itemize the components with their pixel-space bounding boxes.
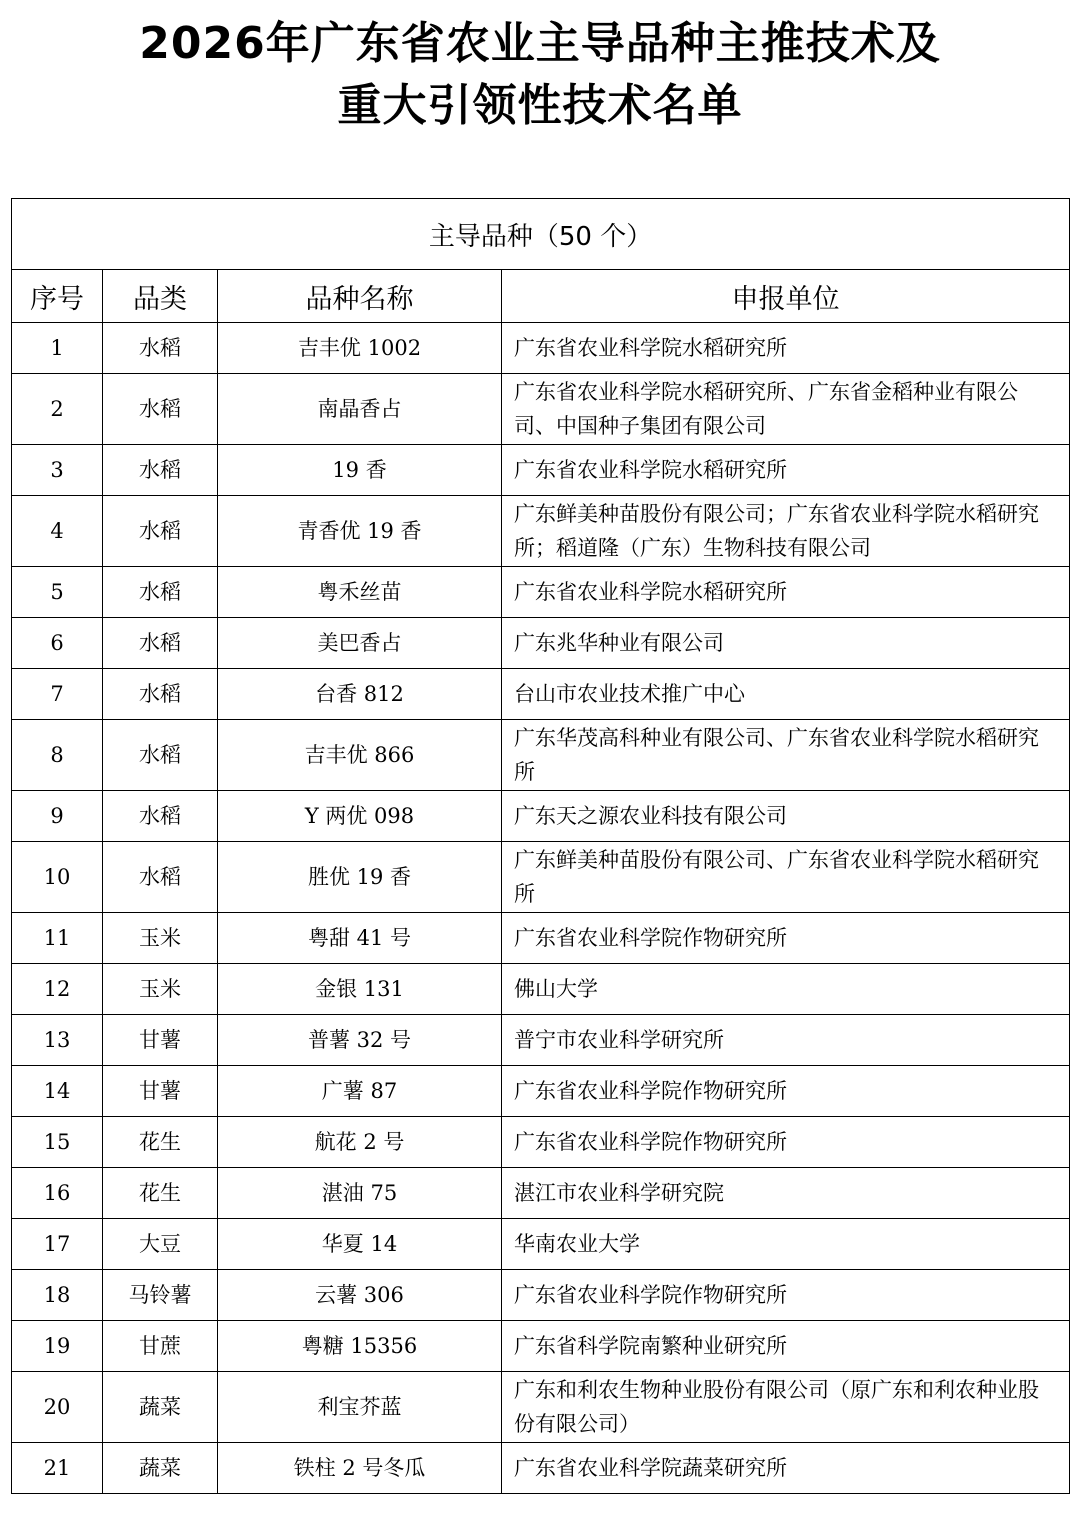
row-variety-name: 南晶香占 <box>218 374 502 445</box>
row-number: 3 <box>12 445 103 496</box>
row-category: 花生 <box>103 1117 218 1168</box>
table-row <box>12 323 1070 374</box>
table-row <box>12 374 1070 445</box>
table-row <box>12 567 1070 618</box>
table-row <box>12 720 1070 791</box>
header-category: 品类 <box>103 270 218 323</box>
row-category: 蔬菜 <box>103 1372 218 1443</box>
row-category: 水稻 <box>103 669 218 720</box>
header-variety: 品种名称 <box>218 270 502 323</box>
row-unit: 广东天之源农业科技有限公司 <box>502 791 1070 842</box>
row-number: 16 <box>12 1168 103 1219</box>
row-number: 15 <box>12 1117 103 1168</box>
row-variety-name: 吉丰优 866 <box>218 720 502 791</box>
row-unit: 广东省农业科学院水稻研究所 <box>502 567 1070 618</box>
table-row <box>12 1219 1070 1270</box>
row-variety-name: 铁柱 2 号冬瓜 <box>218 1443 502 1494</box>
row-variety-name: 粤糖 15356 <box>218 1321 502 1372</box>
row-unit: 华南农业大学 <box>502 1219 1070 1270</box>
row-unit: 广东兆华种业有限公司 <box>502 618 1070 669</box>
row-category: 水稻 <box>103 567 218 618</box>
row-category: 水稻 <box>103 323 218 374</box>
row-number: 10 <box>12 842 103 913</box>
row-number: 7 <box>12 669 103 720</box>
row-unit: 广东省农业科学院作物研究所 <box>502 913 1070 964</box>
row-variety-name: 广薯 87 <box>218 1066 502 1117</box>
row-variety-name: 利宝芥蓝 <box>218 1372 502 1443</box>
row-number: 4 <box>12 496 103 567</box>
table-row <box>12 1372 1070 1443</box>
row-category: 水稻 <box>103 618 218 669</box>
row-variety-name: 湛油 75 <box>218 1168 502 1219</box>
table-row <box>12 791 1070 842</box>
row-number: 17 <box>12 1219 103 1270</box>
row-category: 水稻 <box>103 374 218 445</box>
row-variety-name: 粤甜 41 号 <box>218 913 502 964</box>
table-row <box>12 445 1070 496</box>
table-row <box>12 496 1070 567</box>
table-row <box>12 1168 1070 1219</box>
row-variety-name: 胜优 19 香 <box>218 842 502 913</box>
row-unit: 广东省农业科学院作物研究所 <box>502 1066 1070 1117</box>
row-unit: 佛山大学 <box>502 964 1070 1015</box>
row-unit: 广东省农业科学院蔬菜研究所 <box>502 1443 1070 1494</box>
row-variety-name: 金银 131 <box>218 964 502 1015</box>
section-title: 主导品种（50 个） <box>12 199 1070 270</box>
row-number: 5 <box>12 567 103 618</box>
row-variety-name: 美巴香占 <box>218 618 502 669</box>
row-category: 大豆 <box>103 1219 218 1270</box>
header-no: 序号 <box>12 270 103 323</box>
table-section-row <box>12 199 1070 270</box>
table-row <box>12 618 1070 669</box>
row-category: 甘蔗 <box>103 1321 218 1372</box>
table-row <box>12 669 1070 720</box>
row-category: 甘薯 <box>103 1015 218 1066</box>
row-category: 玉米 <box>103 913 218 964</box>
row-number: 1 <box>12 323 103 374</box>
row-unit: 广东鲜美种苗股份有限公司、广东省农业科学院水稻研究 所 <box>502 842 1070 913</box>
document-title-line-2: 重大引领性技术名单 <box>337 80 743 131</box>
row-unit: 台山市农业技术推广中心 <box>502 669 1070 720</box>
row-variety-name: 吉丰优 1002 <box>218 323 502 374</box>
row-variety-name: 普薯 32 号 <box>218 1015 502 1066</box>
table-row <box>12 1270 1070 1321</box>
row-variety-name: 粤禾丝苗 <box>218 567 502 618</box>
row-number: 21 <box>12 1443 103 1494</box>
row-unit: 广东华茂高科种业有限公司、广东省农业科学院水稻研究所 <box>502 720 1070 791</box>
row-category: 水稻 <box>103 842 218 913</box>
row-variety-name: 青香优 19 香 <box>218 496 502 567</box>
row-number: 13 <box>12 1015 103 1066</box>
row-number: 19 <box>12 1321 103 1372</box>
row-unit: 广东省农业科学院水稻研究所 <box>502 323 1070 374</box>
table-body <box>12 323 1070 1494</box>
row-variety-name: 华夏 14 <box>218 1219 502 1270</box>
row-category: 水稻 <box>103 791 218 842</box>
row-category: 蔬菜 <box>103 1443 218 1494</box>
table-row <box>12 1117 1070 1168</box>
row-variety-name: 航花 2 号 <box>218 1117 502 1168</box>
row-unit: 湛江市农业科学研究院 <box>502 1168 1070 1219</box>
row-number: 2 <box>12 374 103 445</box>
row-unit: 广东省农业科学院作物研究所 <box>502 1117 1070 1168</box>
row-number: 11 <box>12 913 103 964</box>
row-variety-name: 19 香 <box>218 445 502 496</box>
row-category: 马铃薯 <box>103 1270 218 1321</box>
table-row <box>12 1443 1070 1494</box>
document-title-line-1: 2026年广东省农业主导品种主推技术及 <box>139 18 941 69</box>
row-variety-name: Y 两优 098 <box>218 791 502 842</box>
table-row <box>12 1321 1070 1372</box>
row-unit: 广东省农业科学院作物研究所 <box>502 1270 1070 1321</box>
row-category: 水稻 <box>103 720 218 791</box>
table-row <box>12 964 1070 1015</box>
row-unit: 广东省农业科学院水稻研究所、广东省金稻种业有限公司、中国种子集团有限公司 <box>502 374 1070 445</box>
row-unit: 广东省农业科学院水稻研究所 <box>502 445 1070 496</box>
row-variety-name: 台香 812 <box>218 669 502 720</box>
row-number: 6 <box>12 618 103 669</box>
row-category: 甘薯 <box>103 1066 218 1117</box>
table-row <box>12 913 1070 964</box>
row-unit: 普宁市农业科学研究所 <box>502 1015 1070 1066</box>
table-row <box>12 842 1070 913</box>
row-number: 14 <box>12 1066 103 1117</box>
row-number: 9 <box>12 791 103 842</box>
row-unit: 广东和利农生物种业股份有限公司（原广东和利农种业股份有限公司） <box>502 1372 1070 1443</box>
row-number: 12 <box>12 964 103 1015</box>
row-number: 8 <box>12 720 103 791</box>
row-unit: 广东省科学院南繁种业研究所 <box>502 1321 1070 1372</box>
row-unit: 广东鲜美种苗股份有限公司；广东省农业科学院水稻研究所；稻道隆（广东）生物科技有限公司 <box>502 496 1070 567</box>
table-row <box>12 1015 1070 1066</box>
row-number: 18 <box>12 1270 103 1321</box>
varieties-table <box>11 198 1070 1494</box>
table-header-row <box>12 270 1070 323</box>
row-category: 花生 <box>103 1168 218 1219</box>
row-variety-name: 云薯 306 <box>218 1270 502 1321</box>
row-number: 20 <box>12 1372 103 1443</box>
header-unit: 申报单位 <box>502 270 1070 323</box>
row-category: 水稻 <box>103 445 218 496</box>
row-category: 玉米 <box>103 964 218 1015</box>
row-category: 水稻 <box>103 496 218 567</box>
table-row <box>12 1066 1070 1117</box>
